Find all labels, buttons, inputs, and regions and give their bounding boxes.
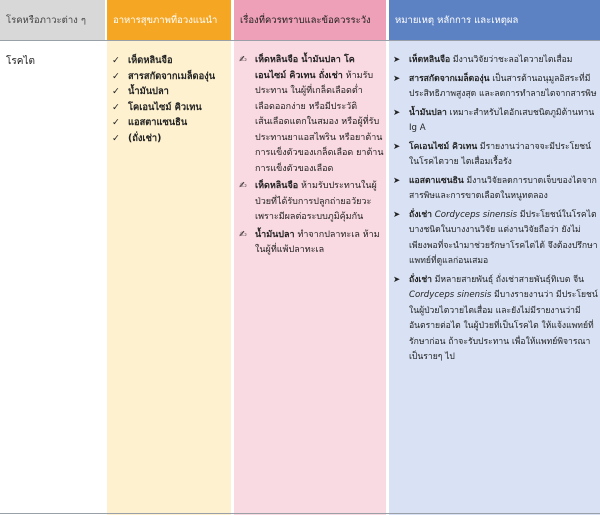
item-text: มีงานวิจัยว่าชะลอไตวายไตเสื่อม (450, 55, 573, 65)
item-text: ทำจากปลาทะเล ห้ามในผู้ที่แพ้ปลาทะเล (255, 229, 380, 255)
list-item (393, 106, 598, 137)
disease-name: โรคไต (6, 56, 35, 67)
food-item (112, 100, 230, 116)
list-item (239, 53, 384, 177)
food-item (112, 131, 230, 147)
arrow-icon: ➤ (393, 141, 401, 152)
notes-list (393, 53, 598, 369)
check-icon: ✓ (112, 55, 120, 66)
check-icon: ✓ (112, 132, 120, 144)
check-icon: ✓ (112, 70, 120, 82)
header-condition: โรคหรือภาวะต่าง ๆ (0, 0, 105, 40)
arrow-icon: ➤ (393, 107, 401, 118)
food-item (112, 69, 230, 85)
food-label: น้ำมันปลา (128, 86, 169, 97)
item-text: ห้ามรับประทาน ในผู้ที่เกล็ดเลือดต่ำ เลือดออกง่าย หรือมีประวัติเส้นเลือดแตกในสมอง หรือผู้ที่รับประทานยาแอสไพริน หรือยาต้านการแข็งตัวของเกล็ดเลือด ยาต้านการแข็งตัวของเลือด (255, 70, 384, 174)
food-item (112, 115, 230, 131)
cautions-list (239, 53, 384, 261)
recommended-foods-list (112, 53, 230, 146)
item-bold-term: โคเอนไซม์ คิวเทน (409, 141, 478, 152)
item-text: มีงานวิจัยลดการบาดเจ็บของไตจากสารพิษและการขาดเลือดในหนูทดลอง (409, 175, 597, 201)
food-label: (ถั่งเช่า) (128, 132, 162, 144)
list-item (239, 228, 384, 259)
item-bold-term: น้ำมันปลา (255, 229, 295, 240)
column-condition (0, 0, 105, 515)
item-species-name: Cordyceps sinensis (409, 290, 492, 300)
pen-icon: ✍ (239, 229, 247, 240)
arrow-icon: ➤ (393, 209, 401, 220)
item-text: มีประโยชน์ในโรคไตบางชนิดในบางงานวิจัย แต่งานวิจัยถือว่า ยังไม่เพียงพอที่จะนำมาช่วยรักษาโรคไตได้ จึงต้องปรึกษาแพทย์ที่ดูแลก่อนเสมอ (409, 209, 598, 266)
item-text: มีหลายสายพันธุ์ ถั่งเช่าสายพันธุ์ทิเบต จีน (432, 274, 584, 285)
item-text: มีรายงานว่าอาจจะมีประโยชน์ในโรคไตวาย ไตเสื่อมเรื้อรัง (409, 141, 592, 167)
item-text: เป็นสารต้านอนุมูลอิสระที่มีประสิทธิภาพสูงสุด และลดการทำลายไตจากสารพิษ (409, 73, 597, 99)
item-bold-term: ถั่งเช่า (409, 209, 432, 220)
list-item (239, 179, 384, 226)
arrow-icon: ➤ (393, 175, 401, 186)
food-item (112, 53, 230, 69)
item-bold-term: เห็ดหลินจือ (255, 181, 299, 191)
check-icon: ✓ (112, 117, 120, 128)
list-item (393, 174, 598, 205)
item-bold-term: ถั่งเช่า (409, 274, 432, 285)
food-label: เห็ดหลินจือ (128, 55, 173, 66)
arrow-icon: ➤ (393, 274, 401, 285)
pen-icon: ✍ (239, 55, 247, 65)
arrow-icon: ➤ (393, 73, 401, 84)
list-item (393, 208, 598, 270)
list-item (393, 273, 598, 366)
item-bold-term: เห็ดหลินจือ น้ำมันปลา โคเอนไซม์ คิวเทน ถั่งเช่า (255, 55, 355, 81)
arrow-icon: ➤ (393, 55, 401, 65)
header-divider (0, 40, 600, 41)
item-text: เหมาะสำหรับไตอักเสบชนิดภูมิต้านทาน Ig A (409, 107, 595, 133)
list-item (393, 72, 598, 103)
list-item (393, 53, 598, 69)
food-label: โคเอนไซม์ คิวเทน (128, 101, 202, 113)
item-text: มีบางรายงานว่า มีประโยชน์ในผู้ป่วยไตวายไตเสื่อม และยังไม่มีรายงานว่ามีอันตรายต่อไต ในผู้ป่วยที่เป็นโรคไต ให้แจ้งแพทย์ที่รักษาก่อน ถ้าจะรับประทาน เพื่อให้แพทย์พิจารณาเป็นรายๆ ไป (409, 290, 598, 362)
food-label: สารสกัดจากเมล็ดองุ่น (128, 70, 216, 82)
food-item (112, 84, 230, 100)
list-item (393, 140, 598, 171)
header-cautions: เรื่องที่ควรทราบและข้อควรระวัง (234, 0, 386, 40)
header-recommended-foods: อาหารสุขภาพที่อวงแนนำ (107, 0, 231, 40)
item-text: ห้ามรับประทานในผู้ป่วยที่ได้รับการปลูกถ่ายอวัยวะ เพราะมีผลต่อระบบภูมิคุ้มกัน (255, 181, 377, 222)
item-bold-term: น้ำมันปลา (409, 107, 447, 118)
header-notes: หมายเหตุ หลักการ และเหตุผล (389, 0, 600, 40)
item-bold-term: เห็ดหลินจือ (409, 55, 451, 65)
food-label: แอสตาแซนธิน (128, 117, 188, 128)
item-bold-term: แอสตาแซนธิน (409, 175, 464, 186)
pen-icon: ✍ (239, 181, 247, 191)
item-species-name: Cordyceps sinensis (434, 209, 518, 220)
check-icon: ✓ (112, 86, 120, 97)
check-icon: ✓ (112, 101, 120, 113)
item-bold-term: สารสกัดจากเมล็ดองุ่น (409, 73, 490, 84)
bottom-rule (0, 513, 600, 514)
